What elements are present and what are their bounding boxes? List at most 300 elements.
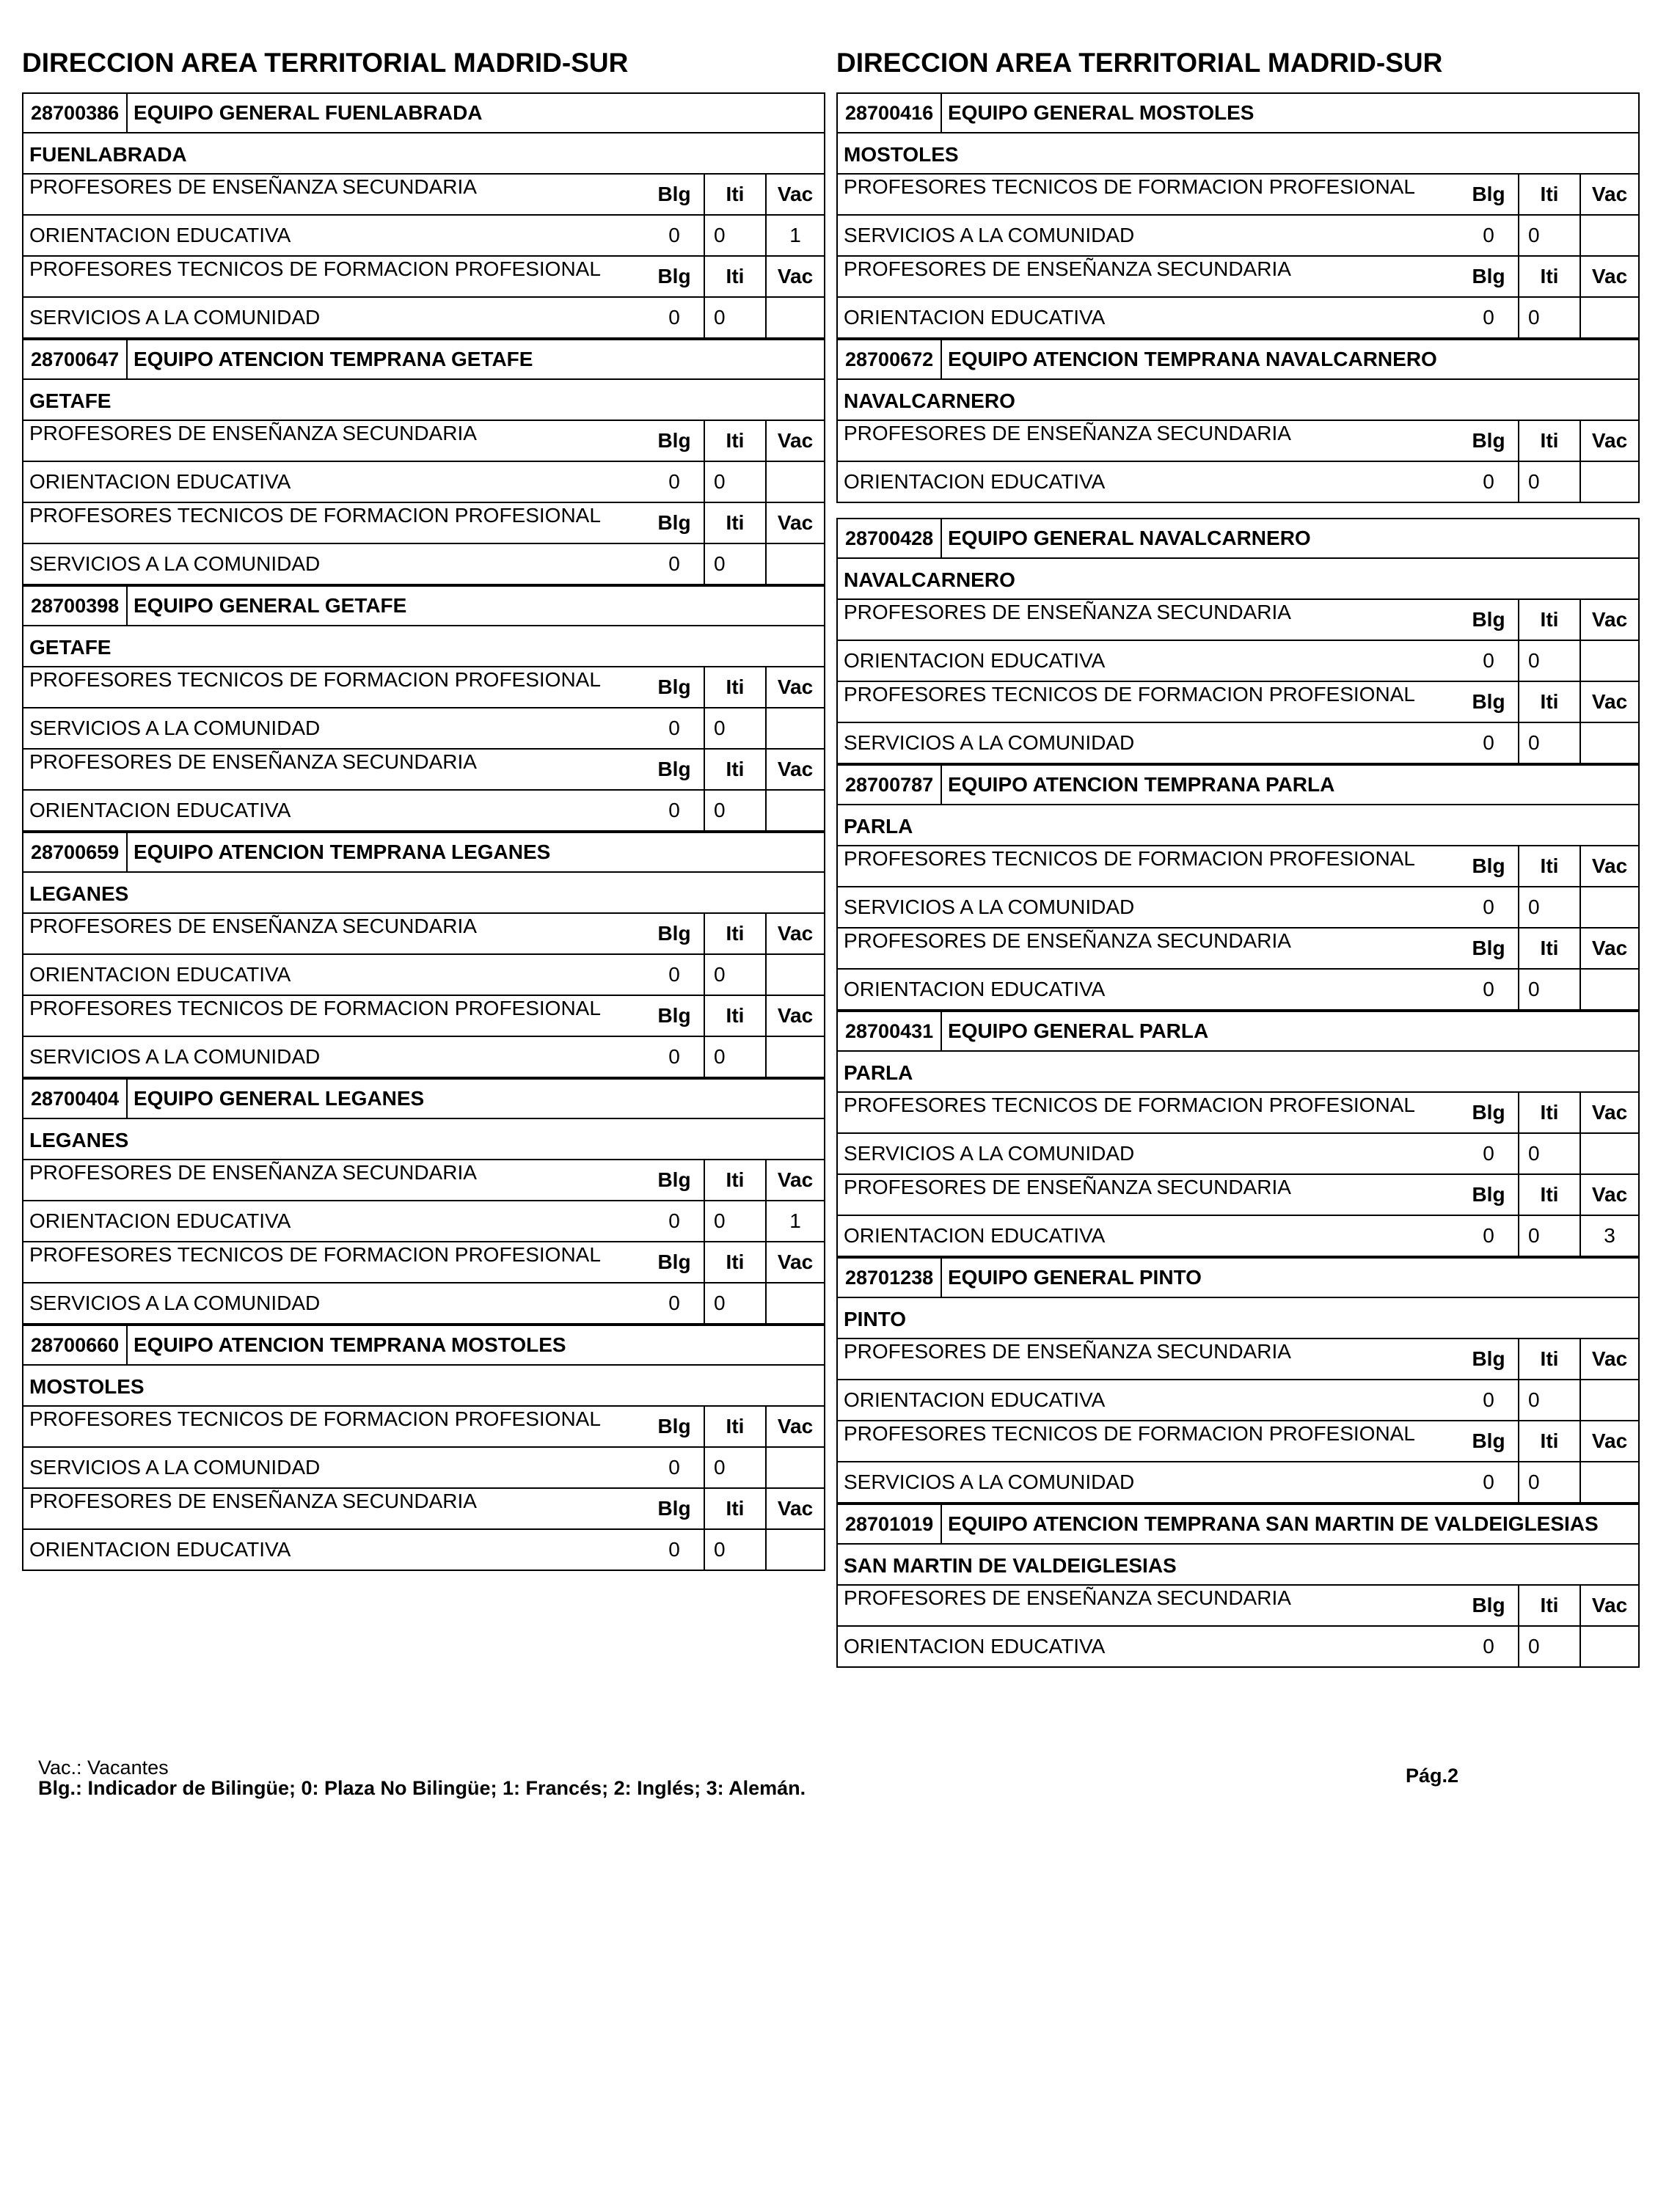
iti-header: Iti [704,750,765,789]
specialty-row [838,1462,1638,1502]
specialty-name: SERVICIOS A LA COMUNIDAD [29,1045,321,1068]
vac-header: Vac [765,175,824,214]
specialty-row [23,544,824,584]
team-name: EQUIPO GENERAL NAVALCARNERO [948,527,1311,549]
vac-header: Vac [1580,600,1638,640]
team-block [22,585,825,832]
blg-value: 0 [1483,470,1494,493]
specialty-row [838,1134,1638,1175]
iti-value: 0 [704,708,765,748]
blg-value: 0 [668,1456,680,1479]
iti-value: 0 [704,1530,765,1570]
specialty-row [23,1448,824,1489]
team-header [23,1080,824,1119]
category-row [23,914,824,955]
specialty-name: ORIENTACION EDUCATIVA [844,1635,1106,1658]
team-block [836,339,1640,503]
vac-value [1580,1380,1638,1420]
iti-value: 0 [704,791,765,830]
blg-header: Blg [657,511,691,534]
category-row [23,667,824,708]
iti-value: 0 [1518,1134,1580,1173]
team-header [838,340,1638,380]
specialty-row [23,462,824,503]
blg-value: 0 [668,470,680,493]
iti-header: Iti [1518,1586,1580,1625]
blg-header: Blg [1472,1101,1505,1124]
team-code: 28700428 [838,519,942,557]
right-team-list [836,92,1640,1668]
specialty-row [838,1627,1638,1666]
category-name: PROFESORES DE ENSEÑANZA SECUNDARIA [844,1340,1291,1363]
blg-header: Blg [657,1004,691,1027]
left-team-list [22,92,825,1571]
specialty-name: SERVICIOS A LA COMUNIDAD [844,896,1135,918]
vac-header: Vac [765,421,824,461]
specialty-name: ORIENTACION EDUCATIVA [29,1538,291,1561]
right-page-title: DIRECCION AREA TERRITORIAL MADRID-SUR [836,48,1443,78]
team-block [836,518,1640,764]
specialty-name: ORIENTACION EDUCATIVA [844,1388,1106,1411]
team-header [23,833,824,873]
iti-header: Iti [704,421,765,461]
town-name: MOSTOLES [838,133,1638,175]
vac-header: Vac [765,667,824,707]
vac-header: Vac [765,1242,824,1282]
vac-value [1580,641,1638,681]
vac-value: 1 [765,216,824,255]
category-name: PROFESORES DE ENSEÑANZA SECUNDARIA [844,1586,1291,1609]
category-name: PROFESORES DE ENSEÑANZA SECUNDARIA [844,929,1291,952]
specialty-name: ORIENTACION EDUCATIVA [844,306,1106,329]
category-name: PROFESORES DE ENSEÑANZA SECUNDARIA [29,422,477,444]
team-header [23,587,824,626]
blg-header: Blg [1472,265,1505,288]
town-name: PINTO [838,1298,1638,1339]
iti-value: 0 [704,216,765,255]
blg-header: Blg [657,265,691,288]
iti-header: Iti [704,667,765,707]
legend-vacantes: Vac.: Vacantes [38,1757,169,1779]
vac-header: Vac [1580,846,1638,886]
team-name: EQUIPO ATENCION TEMPRANA GETAFE [134,348,533,370]
vac-header: Vac [1580,1421,1638,1461]
category-row [838,1586,1638,1627]
iti-header: Iti [704,914,765,953]
blg-header: Blg [1472,608,1505,631]
blg-header: Blg [1472,1347,1505,1370]
team-block [22,832,825,1078]
blg-value: 0 [668,1209,680,1232]
blg-header: Blg [657,758,691,780]
iti-value: 0 [1518,298,1580,337]
team-code: 28700386 [23,94,128,132]
specialty-name: ORIENTACION EDUCATIVA [29,224,291,246]
specialty-row [838,1216,1638,1256]
specialty-name: ORIENTACION EDUCATIVA [29,799,291,821]
specialty-row [838,887,1638,929]
team-code: 28701238 [838,1259,942,1297]
category-name: PROFESORES TECNICOS DE FORMACION PROFESIONAL [844,847,1415,870]
category-name: PROFESORES DE ENSEÑANZA SECUNDARIA [29,1490,477,1512]
blg-value: 0 [1483,649,1494,672]
iti-value: 0 [704,462,765,502]
team-name: EQUIPO GENERAL FUENLABRADA [134,101,483,124]
category-name: PROFESORES DE ENSEÑANZA SECUNDARIA [29,915,477,937]
vac-value [1580,887,1638,927]
town-name: GETAFE [23,380,824,421]
category-row [23,750,824,791]
category-row [838,175,1638,216]
blg-value: 0 [668,306,680,329]
blg-value: 0 [1483,1224,1494,1247]
team-name: EQUIPO GENERAL PINTO [948,1266,1202,1289]
blg-value: 0 [668,1045,680,1068]
blg-header: Blg [1472,183,1505,205]
specialty-name: SERVICIOS A LA COMUNIDAD [29,717,321,739]
specialty-name: SERVICIOS A LA COMUNIDAD [844,1471,1135,1493]
specialty-row [838,970,1638,1009]
specialty-row [838,462,1638,502]
team-block [22,339,825,585]
specialty-row [838,298,1638,337]
team-name: EQUIPO ATENCION TEMPRANA MOSTOLES [134,1333,566,1356]
specialty-row [838,216,1638,257]
vac-header: Vac [1580,421,1638,461]
specialty-name: ORIENTACION EDUCATIVA [844,470,1106,493]
specialty-row [23,1201,824,1242]
blg-header: Blg [657,675,691,698]
iti-header: Iti [1518,1339,1580,1379]
vac-header: Vac [765,914,824,953]
team-header [838,1012,1638,1052]
category-row [838,1175,1638,1216]
iti-header: Iti [1518,846,1580,886]
iti-value: 0 [1518,1627,1580,1666]
vac-header: Vac [765,996,824,1036]
iti-header: Iti [704,1407,765,1446]
iti-header: Iti [1518,1175,1580,1215]
category-name: PROFESORES TECNICOS DE FORMACION PROFESIONAL [844,683,1415,706]
specialty-name: SERVICIOS A LA COMUNIDAD [844,731,1135,754]
vac-value [765,708,824,748]
blg-value: 0 [1483,1471,1494,1493]
vac-value [1580,216,1638,255]
blg-header: Blg [1472,1594,1505,1616]
blg-header: Blg [1472,1183,1505,1206]
category-row [838,257,1638,298]
specialty-row [23,216,824,257]
blg-header: Blg [657,1250,691,1273]
iti-value: 0 [1518,462,1580,502]
vac-value [765,1448,824,1487]
iti-header: Iti [1518,421,1580,461]
category-row [838,1093,1638,1134]
team-name: EQUIPO GENERAL LEGANES [134,1087,425,1110]
team-header [838,1259,1638,1298]
legend-bilingue: Blg.: Indicador de Bilingüe; 0: Plaza No Bilingüe; 1: Francés; 2: Inglés; 3: Alemán. [38,1777,806,1799]
iti-header: Iti [704,1160,765,1200]
blg-value: 0 [668,963,680,986]
team-name: EQUIPO ATENCION TEMPRANA SAN MARTIN DE VALDEIGLESIAS [948,1512,1599,1535]
blg-header: Blg [1472,854,1505,877]
specialty-name: SERVICIOS A LA COMUNIDAD [29,1456,321,1479]
iti-value: 0 [704,1448,765,1487]
team-name: EQUIPO ATENCION TEMPRANA PARLA [948,773,1335,796]
vac-value [1580,1627,1638,1666]
blg-value: 0 [668,552,680,575]
specialty-name: SERVICIOS A LA COMUNIDAD [844,224,1135,246]
category-name: PROFESORES DE ENSEÑANZA SECUNDARIA [844,422,1291,444]
team-code: 28700431 [838,1012,942,1050]
category-row [23,421,824,462]
vac-value [765,955,824,995]
right-column [836,47,1640,1668]
town-name: PARLA [838,805,1638,846]
blg-value: 0 [1483,1142,1494,1165]
town-name: LEGANES [23,1119,824,1160]
team-block [836,764,1640,1011]
town-name: NAVALCARNERO [838,380,1638,421]
legend [38,1757,806,1798]
town-name: FUENLABRADA [23,133,824,175]
blg-header: Blg [657,183,691,205]
iti-value: 0 [704,1201,765,1241]
category-row [23,503,824,544]
specialty-name: SERVICIOS A LA COMUNIDAD [29,1292,321,1314]
team-code: 28700672 [838,340,942,378]
blg-value: 0 [668,799,680,821]
team-code: 28700659 [23,833,128,871]
vac-header: Vac [765,257,824,296]
team-header [23,94,824,133]
team-name: EQUIPO ATENCION TEMPRANA LEGANES [134,841,551,863]
specialty-row [23,1037,824,1077]
iti-value: 0 [704,544,765,584]
team-block [836,92,1640,339]
specialty-name: ORIENTACION EDUCATIVA [29,470,291,493]
iti-header: Iti [704,257,765,296]
town-name: NAVALCARNERO [838,559,1638,600]
iti-value: 0 [1518,887,1580,927]
vac-header: Vac [765,1160,824,1200]
specialty-row [23,1530,824,1570]
category-row [23,1407,824,1448]
vac-value: 1 [765,1201,824,1241]
iti-value: 0 [1518,970,1580,1009]
team-block [836,1011,1640,1257]
vac-header: Vac [1580,1175,1638,1215]
town-name: GETAFE [23,626,824,667]
category-name: PROFESORES TECNICOS DE FORMACION PROFESIONAL [29,1243,601,1266]
blg-header: Blg [657,1415,691,1438]
category-row [23,996,824,1037]
blg-header: Blg [1472,1429,1505,1452]
iti-header: Iti [704,996,765,1036]
team-code: 28700404 [23,1080,128,1118]
iti-value: 0 [1518,216,1580,255]
category-name: PROFESORES TECNICOS DE FORMACION PROFESIONAL [844,1094,1415,1116]
vac-value [765,791,824,830]
team-code: 28700787 [838,766,942,804]
team-code: 28700398 [23,587,128,625]
iti-value: 0 [1518,723,1580,763]
blg-value: 0 [1483,978,1494,1000]
category-name: PROFESORES TECNICOS DE FORMACION PROFESIONAL [844,1422,1415,1445]
specialty-name: ORIENTACION EDUCATIVA [844,649,1106,672]
blg-value: 0 [668,224,680,246]
category-name: PROFESORES TECNICOS DE FORMACION PROFESIONAL [29,668,601,691]
blg-header: Blg [657,429,691,452]
specialty-name: SERVICIOS A LA COMUNIDAD [29,306,321,329]
category-name: PROFESORES DE ENSEÑANZA SECUNDARIA [29,750,477,773]
specialty-name: ORIENTACION EDUCATIVA [844,1224,1106,1247]
vac-header: Vac [765,750,824,789]
team-block [22,1325,825,1571]
vac-value [1580,462,1638,502]
team-block [22,92,825,339]
page-number: Pág.2 [1406,1765,1459,1787]
category-name: PROFESORES DE ENSEÑANZA SECUNDARIA [844,257,1291,280]
category-row [838,1421,1638,1462]
blg-value: 0 [1483,1388,1494,1411]
blg-value: 0 [1483,731,1494,754]
vac-header: Vac [1580,175,1638,214]
specialty-row [23,791,824,830]
specialty-name: SERVICIOS A LA COMUNIDAD [29,552,321,575]
vac-header: Vac [1580,1339,1638,1379]
specialty-name: ORIENTACION EDUCATIVA [29,963,291,986]
blg-value: 0 [668,1538,680,1561]
iti-value: 0 [704,298,765,337]
team-name: EQUIPO GENERAL MOSTOLES [948,101,1255,124]
iti-header: Iti [704,175,765,214]
vac-header: Vac [765,1407,824,1446]
left-page-title: DIRECCION AREA TERRITORIAL MADRID-SUR [22,48,629,78]
iti-header: Iti [1518,257,1580,296]
team-header [23,1326,824,1366]
vac-value [1580,970,1638,1009]
category-name: PROFESORES DE ENSEÑANZA SECUNDARIA [844,601,1291,623]
specialty-row [23,1283,824,1323]
iti-header: Iti [1518,1421,1580,1461]
blg-value: 0 [668,717,680,739]
team-header [838,1505,1638,1545]
iti-value: 0 [704,1283,765,1323]
category-row [838,1339,1638,1380]
category-row [838,682,1638,723]
team-header [23,340,824,380]
blg-header: Blg [1472,429,1505,452]
category-row [23,257,824,298]
vac-header: Vac [1580,257,1638,296]
vac-value [1580,298,1638,337]
blg-header: Blg [1472,937,1505,959]
town-name: MOSTOLES [23,1366,824,1407]
category-name: PROFESORES DE ENSEÑANZA SECUNDARIA [29,175,477,198]
iti-value: 0 [1518,1462,1580,1502]
category-name: PROFESORES TECNICOS DE FORMACION PROFESIONAL [29,997,601,1019]
category-name: PROFESORES TECNICOS DE FORMACION PROFESIONAL [29,257,601,280]
vac-header: Vac [765,1489,824,1528]
specialty-row [23,298,824,337]
category-name: PROFESORES TECNICOS DE FORMACION PROFESIONAL [29,504,601,527]
specialty-name: ORIENTACION EDUCATIVA [29,1209,291,1232]
iti-value: 0 [1518,1216,1580,1256]
category-row [838,929,1638,970]
vac-value [1580,1134,1638,1173]
vac-header: Vac [1580,682,1638,722]
iti-value: 0 [1518,1380,1580,1420]
category-name: PROFESORES DE ENSEÑANZA SECUNDARIA [844,1176,1291,1198]
vac-value [765,298,824,337]
team-header [838,94,1638,133]
specialty-row [23,955,824,996]
specialty-row [23,708,824,750]
blg-header: Blg [657,1497,691,1520]
blg-value: 0 [1483,1635,1494,1658]
blg-value: 0 [668,1292,680,1314]
team-code: 28700416 [838,94,942,132]
team-header [838,766,1638,805]
town-name: PARLA [838,1052,1638,1093]
blg-header: Blg [1472,690,1505,713]
team-name: EQUIPO ATENCION TEMPRANA NAVALCARNERO [948,348,1437,370]
vac-header: Vac [1580,929,1638,968]
town-name: LEGANES [23,873,824,914]
team-block [836,1257,1640,1504]
team-header [838,519,1638,559]
team-block [22,1078,825,1325]
vac-value [765,1283,824,1323]
category-row [23,175,824,216]
iti-header: Iti [1518,600,1580,640]
vac-value [1580,1462,1638,1502]
blg-header: Blg [657,922,691,945]
category-row [23,1160,824,1201]
category-row [838,600,1638,641]
vac-header: Vac [1580,1586,1638,1625]
category-row [23,1489,824,1530]
vac-value [765,1530,824,1570]
iti-header: Iti [1518,1093,1580,1132]
blg-value: 0 [1483,224,1494,246]
iti-header: Iti [1518,929,1580,968]
category-row [23,1242,824,1283]
iti-value: 0 [704,955,765,995]
town-name: SAN MARTIN DE VALDEIGLESIAS [838,1545,1638,1586]
category-name: PROFESORES DE ENSEÑANZA SECUNDARIA [29,1161,477,1184]
iti-header: Iti [1518,682,1580,722]
category-row [838,846,1638,887]
specialty-row [838,723,1638,763]
iti-value: 0 [704,1037,765,1077]
blg-value: 0 [1483,306,1494,329]
category-name: PROFESORES TECNICOS DE FORMACION PROFESIONAL [29,1407,601,1430]
specialty-row [838,1380,1638,1421]
team-code: 28701019 [838,1505,942,1543]
iti-value: 0 [1518,641,1580,681]
vac-value [1580,723,1638,763]
specialty-name: SERVICIOS A LA COMUNIDAD [844,1142,1135,1165]
team-code: 28700647 [23,340,128,378]
vac-header: Vac [765,503,824,543]
iti-header: Iti [1518,175,1580,214]
team-block [836,1504,1640,1668]
left-column [22,47,825,1571]
category-name: PROFESORES TECNICOS DE FORMACION PROFESIONAL [844,175,1415,198]
iti-header: Iti [704,1489,765,1528]
